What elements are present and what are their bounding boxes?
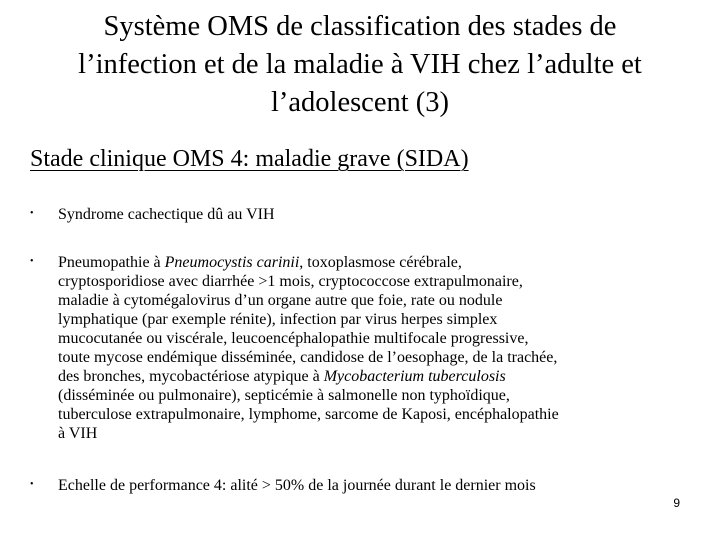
bullet-line: toute mycose endémique disséminée, candidose de l’oesophage, de la trachée, bbox=[58, 349, 558, 366]
bullet-line: Echelle de performance 4: alité > 50% de la journée durant le dernier mois bbox=[58, 477, 536, 494]
bullet-text bbox=[58, 205, 698, 224]
bullet-line: (disséminée ou pulmonaire), septicémie à salmonelle non typhoïdique, bbox=[58, 387, 510, 404]
bullet-line bbox=[58, 367, 698, 386]
italic-run: Pneumocystis carinii bbox=[164, 254, 300, 271]
italic-run: Mycobacterium tuberculosis bbox=[323, 368, 506, 385]
bullet-line: maladie à cytomégalovirus d’un organe autre que foie, rate ou nodule bbox=[58, 292, 503, 309]
bullet-marker: • bbox=[30, 208, 34, 219]
text-run: des bronches, mycobactériose atypique à bbox=[58, 368, 324, 385]
bullet-line: à VIH bbox=[58, 425, 98, 442]
bullet-line: tuberculose extrapulmonaire, lymphome, sarcome de Kaposi, encéphalopathie bbox=[58, 406, 559, 423]
bullet-line bbox=[58, 253, 698, 272]
text-run: , toxoplasmose cérébrale, bbox=[299, 254, 462, 271]
bullet-line: lymphatique (par exemple rénite), infection par virus herpes simplex bbox=[58, 311, 498, 328]
text-run: Pneumopathie à bbox=[58, 254, 165, 271]
bullet-line: mucocutanée ou viscérale, leucoencéphalopathie multifocale progressive, bbox=[58, 330, 529, 347]
bullet-text bbox=[58, 476, 698, 495]
title-line-1: Système OMS de classification des stades de bbox=[103, 11, 617, 42]
bullet-line: Syndrome cachectique dû au VIH bbox=[58, 206, 275, 223]
page-number: 9 bbox=[673, 496, 680, 510]
title-line-3: l’adolescent (3) bbox=[270, 87, 450, 118]
bullet-line: cryptosporidiose avec diarrhée >1 mois, cryptococcose extrapulmonaire, bbox=[58, 273, 523, 290]
bullet-marker: • bbox=[30, 479, 34, 490]
section-subtitle: Stade clinique OMS 4: maladie grave (SIDA) bbox=[30, 146, 469, 172]
title-line-2: l’infection et de la maladie à VIH chez l’adulte et bbox=[78, 49, 642, 80]
bullet-marker: • bbox=[30, 256, 34, 267]
bullet-text bbox=[58, 253, 698, 443]
